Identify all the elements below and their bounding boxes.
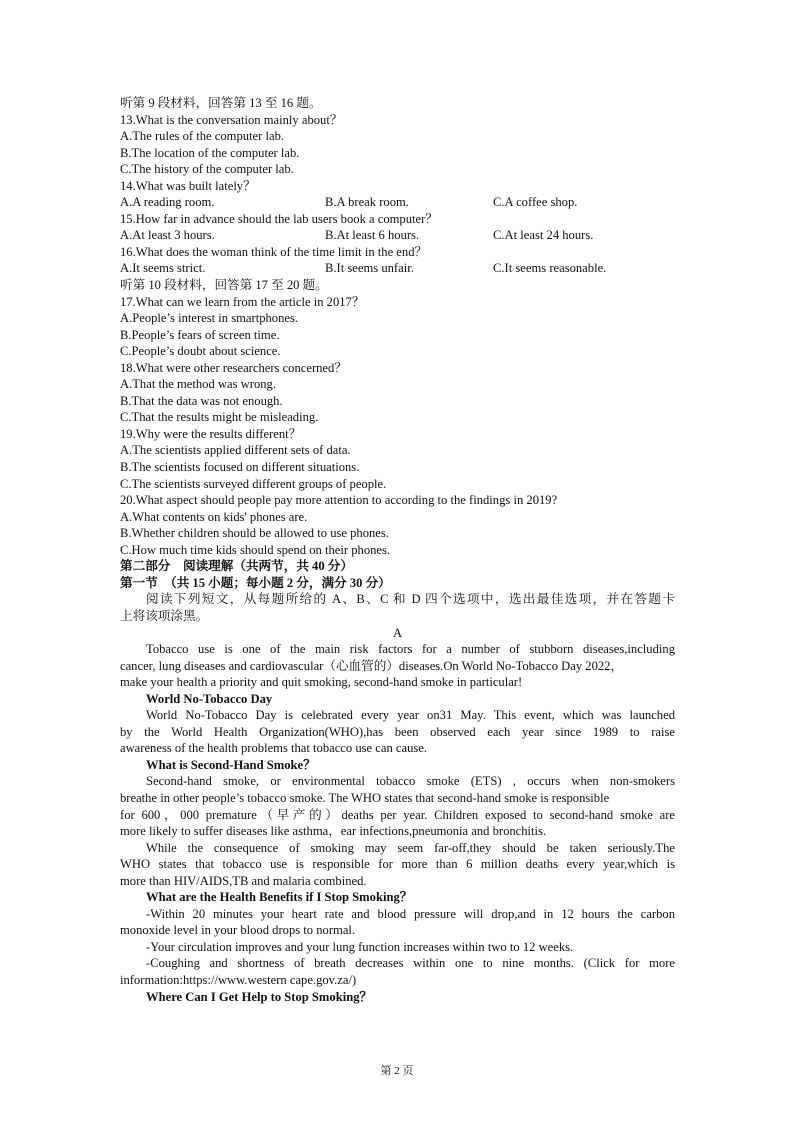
option: A.People’s interest in smartphones.: [120, 311, 299, 326]
document-page: [120, 95, 675, 1005]
paragraph-line: cancer, lung diseases and cardiovascular（心血管的）diseases.On World No-Tobacco Day 2022，: [120, 658, 624, 673]
paragraph-line: for 600，000 premature（早产的）deaths per year. Children exposed to second-hand smoke are: [120, 807, 675, 822]
subheading: What are the Health Benefits if I Stop Smoking？: [146, 890, 413, 905]
question-16: 16.What does the woman think of the time limit in the end？: [120, 244, 428, 259]
section-instruction: 听第 10 段材料，回答第 17 至 20 题。: [120, 278, 328, 293]
option: C.People’s doubt about science.: [120, 344, 281, 359]
option: B.The scientists focused on different situations.: [120, 460, 360, 475]
paragraph-line: breathe in other people’s tobacco smoke. The WHO states that second-hand smoke is responsible: [120, 790, 610, 805]
option: B.The location of the computer lab.: [120, 145, 300, 160]
options-row: [120, 227, 675, 244]
paragraph-line: WHO states that tobacco use is responsible for more than 6 million deaths every year,which is: [120, 857, 675, 872]
option: C.It seems reasonable.: [493, 261, 607, 276]
subheading: Where Can I Get Help to Stop Smoking？: [146, 989, 373, 1004]
option: B.That the data was not enough.: [120, 393, 283, 408]
question-15: 15.How far in advance should the lab users book a computer？: [120, 211, 438, 226]
paragraph-line: While the consequence of smoking may seem far-off,they should be taken seriously.The: [146, 840, 675, 855]
subheading: World No-Tobacco Day: [146, 691, 273, 706]
option: A.The rules of the computer lab.: [120, 129, 285, 144]
bullet-line: -Within 20 minutes your heart rate and blood pressure will drop,and in 12 hours the carbon: [146, 906, 675, 921]
paragraph-line: Tobacco use is one of the main risk factors for a number of stubborn diseases,including: [146, 642, 675, 657]
paragraph-line: by the World Health Organization(WHO),has been observed each year since 1989 to raise: [120, 724, 675, 739]
option: B.Whether children should be allowed to use phones.: [120, 526, 389, 541]
options-row: [120, 260, 675, 277]
bullet-line: information:https://www.western cape.gov.za/): [120, 972, 357, 987]
option: C.A coffee shop.: [493, 195, 578, 210]
option: B.It seems unfair.: [325, 261, 414, 276]
paragraph-line: Second-hand smoke, or environmental tobacco smoke (ETS) , occurs when non-smokers: [146, 774, 675, 789]
option: A.That the method was wrong.: [120, 377, 276, 392]
bullet-line: monoxide level in your blood drops to normal.: [120, 923, 356, 938]
subheading: What is Second-Hand Smoke？: [146, 757, 316, 772]
paragraph-line: awareness of the health problems that tobacco use can cause.: [120, 741, 428, 756]
paragraph-line: make your health a priority and quit smoking, second-hand smoke in particular!: [120, 675, 523, 690]
part-heading: 第二部分 阅读理解（共两节，共 40 分）: [120, 559, 353, 574]
page-number: 第 2 页: [380, 1065, 414, 1077]
option: A.At least 3 hours.: [120, 228, 215, 243]
question-20: 20.What aspect should people pay more attention to according to the findings in 2019?: [120, 493, 558, 508]
question-13: 13.What is the conversation mainly about？: [120, 112, 343, 127]
option: C.The history of the computer lab.: [120, 162, 294, 177]
paragraph-line: World No-Tobacco Day is celebrated every year on31 May. This event, which was launched: [146, 708, 675, 723]
question-19: 19.Why were the results different？: [120, 426, 302, 441]
option: A.It seems strict.: [120, 261, 206, 276]
option: C.At least 24 hours.: [493, 228, 594, 243]
paragraph-line: more than HIV/AIDS,TB and malaria combined.: [120, 873, 367, 888]
option: B.People’s fears of screen time.: [120, 327, 280, 342]
instruction-text: 阅读下列短文，从每题所给的 A、B、C 和 D 四个选项中，选出最佳选项，并在答题卡: [146, 592, 675, 607]
instruction-text: 上将该项涂黑。: [120, 608, 209, 623]
option: B.At least 6 hours.: [325, 228, 420, 243]
option: C.How much time kids should spend on their phones.: [120, 542, 391, 557]
option: A.What contents on kids' phones are.: [120, 509, 308, 524]
paragraph-line: more likely to suffer diseases like asthma，ear infections,pneumonia and bronchitis.: [120, 824, 547, 839]
bullet-line: -Coughing and shortness of breath decreases within one to nine months. (Click for more: [146, 956, 675, 971]
option: C.The scientists surveyed different groups of people.: [120, 476, 387, 491]
bullet-line: -Your circulation improves and your lung function increases within two to 12 weeks.: [146, 939, 574, 954]
question-14: 14.What was built lately？: [120, 178, 256, 193]
question-17: 17.What can we learn from the article in 2017？: [120, 294, 365, 309]
option: A.The scientists applied different sets of data.: [120, 443, 351, 458]
section-instruction: 听第 9 段材料，回答第 13 至 16 题。: [120, 96, 322, 110]
option: C.That the results might be misleading.: [120, 410, 319, 425]
passage-letter: A: [392, 625, 403, 640]
option: A.A reading room.: [120, 195, 215, 210]
question-18: 18.What were other researchers concerned？: [120, 360, 347, 375]
options-row: [120, 194, 675, 211]
option: B.A break room.: [325, 195, 409, 210]
section-heading: 第一节 （共 15 小题；每小题 2 分，满分 30 分）: [120, 575, 391, 590]
